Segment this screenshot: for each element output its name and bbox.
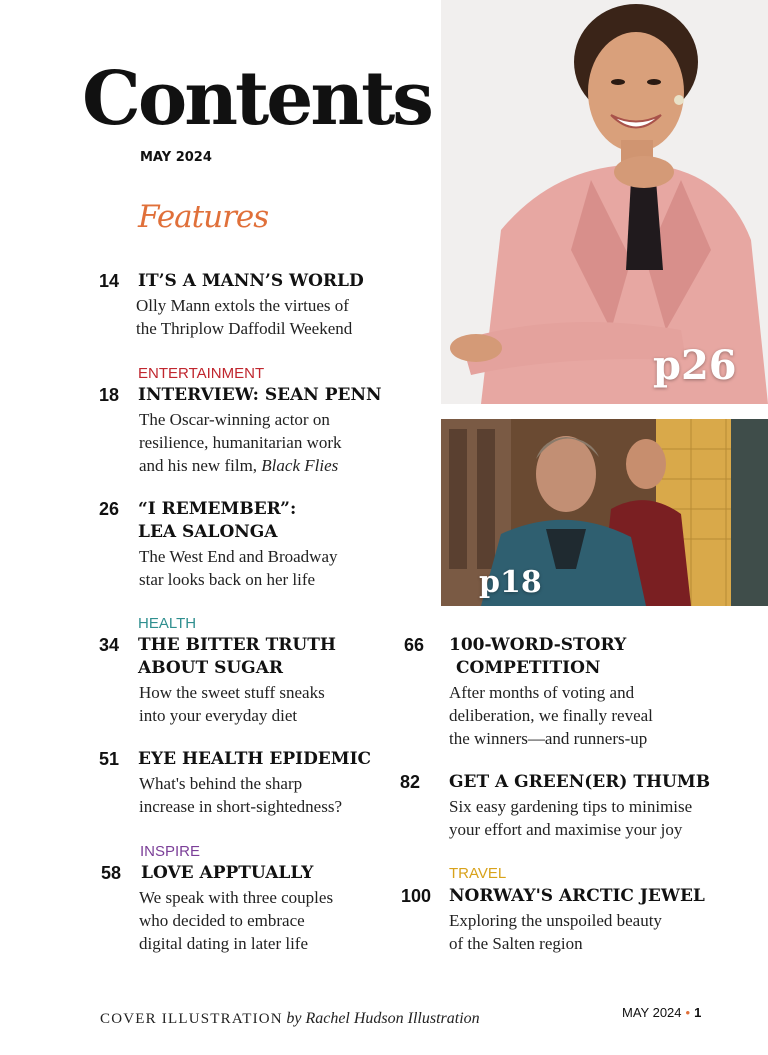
article-description: After months of voting and xyxy=(449,683,635,702)
article-headline[interactable]: LOVE APPTUALLY xyxy=(141,863,314,883)
article-description-line xyxy=(139,454,338,477)
article-headline[interactable]: THE BITTER TRUTH xyxy=(138,635,336,655)
article-description: of the Salten region xyxy=(449,934,583,953)
article-headline[interactable]: NORWAY'S ARCTIC JEWEL xyxy=(449,886,705,906)
article-page-number: 14 xyxy=(99,271,120,291)
article-headline[interactable]: INTERVIEW: SEAN PENN xyxy=(138,385,382,405)
article-headline[interactable]: COMPETITION xyxy=(456,658,601,678)
article-description: the winners—and runners-up xyxy=(449,729,648,748)
article-description: into your everyday diet xyxy=(139,706,298,725)
article-description: who decided to embrace xyxy=(139,911,305,930)
article-description: star looks back on her life xyxy=(139,570,316,589)
article-description: Olly Mann extols the virtues of xyxy=(136,296,349,315)
folio-date: MAY 2024 xyxy=(622,1005,682,1020)
article-headline[interactable]: LEA SALONGA xyxy=(138,522,278,542)
article-description: increase in short-sightedness? xyxy=(139,797,342,816)
article-description: digital dating in later life xyxy=(139,934,309,953)
cover-credit-artist: by Rachel Hudson Illustration xyxy=(286,1010,480,1027)
category-label-entertainment: ENTERTAINMENT xyxy=(138,365,265,382)
article-headline[interactable]: GET A GREEN(ER) THUMB xyxy=(449,772,711,792)
article-description: Exploring the unspoiled beauty xyxy=(449,911,662,930)
article-page-number: 82 xyxy=(400,772,421,792)
article-description: What's behind the sharp xyxy=(139,774,303,793)
article-description: We speak with three couples xyxy=(139,888,334,907)
article-page-number: 66 xyxy=(404,635,425,655)
sean-penn-photo[interactable] xyxy=(441,419,768,606)
article-page-number: 51 xyxy=(99,749,120,769)
category-label-travel: TRAVEL xyxy=(449,865,507,882)
folio xyxy=(622,1005,701,1020)
article-description: deliberation, we finally reveal xyxy=(449,706,653,725)
article-headline[interactable]: IT’S A MANN’S WORLD xyxy=(138,271,364,291)
article-description: your effort and maximise your joy xyxy=(449,820,683,839)
article-description: How the sweet stuff sneaks xyxy=(139,683,325,702)
cover-credit xyxy=(100,1010,480,1028)
category-label-health: HEALTH xyxy=(138,615,197,632)
article-headline[interactable]: EYE HEALTH EPIDEMIC xyxy=(138,749,372,769)
page-tag-p18: p18 xyxy=(479,565,542,600)
article-description: Six easy gardening tips to minimise xyxy=(449,797,693,816)
page-tag-p26: p26 xyxy=(653,342,737,389)
article-headline[interactable]: ABOUT SUGAR xyxy=(138,658,284,678)
article-description: The West End and Broadway xyxy=(139,547,338,566)
page-number: 1 xyxy=(694,1005,702,1020)
article-description: resilience, humanitarian work xyxy=(139,433,342,452)
article-page-number: 34 xyxy=(99,635,120,655)
lea-salonga-photo[interactable] xyxy=(441,0,768,404)
article-description: The Oscar-winning actor on xyxy=(139,410,330,429)
issue-date: MAY 2024 xyxy=(140,150,212,165)
article-page-number: 58 xyxy=(101,863,122,883)
article-page-number: 18 xyxy=(99,385,120,405)
article-headline[interactable]: “I REMEMBER”: xyxy=(138,499,297,519)
film-title: Black Flies xyxy=(261,456,339,475)
features-heading: Features xyxy=(138,199,269,235)
article-page-number: 100 xyxy=(401,886,432,906)
cover-credit-label: COVER ILLUSTRATION xyxy=(100,1011,283,1027)
category-label-inspire: INSPIRE xyxy=(140,843,201,860)
page-title: Contents xyxy=(82,56,431,142)
folio-separator: • xyxy=(685,1005,691,1020)
article-page-number: 26 xyxy=(99,499,120,519)
article-description: the Thriplow Daffodil Weekend xyxy=(136,319,353,338)
article-headline[interactable]: 100-WORD-STORY xyxy=(449,635,627,655)
article-description: and his new film, xyxy=(139,456,262,475)
